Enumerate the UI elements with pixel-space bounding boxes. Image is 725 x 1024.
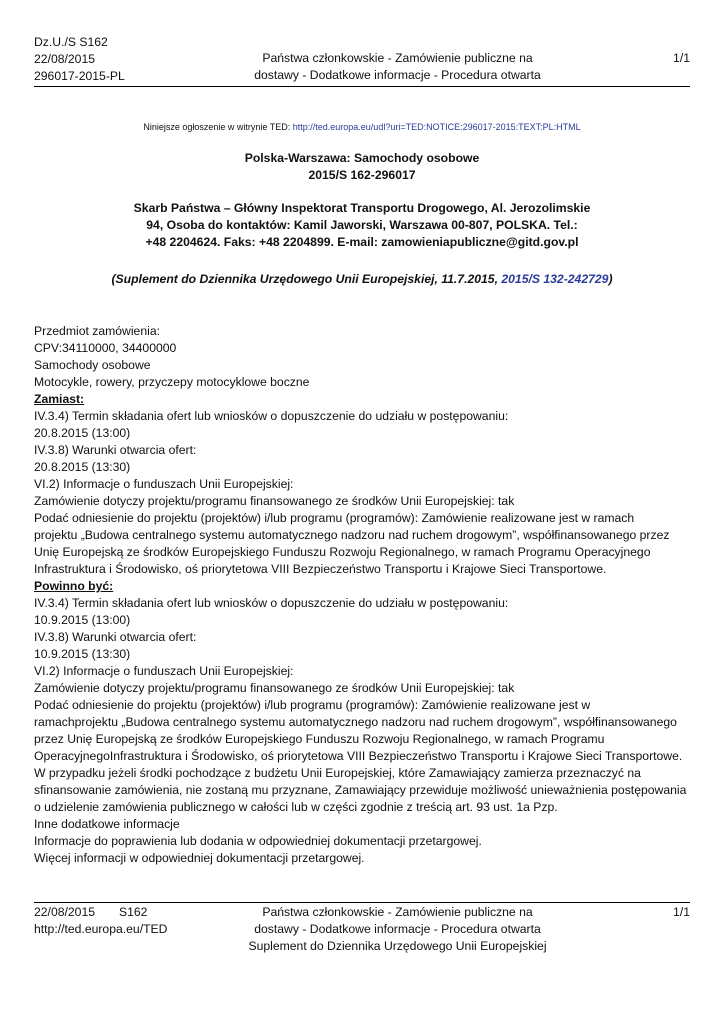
should-be-line: W przypadku jeżeli środki pochodzące z budżetu Unii Europejskiej, które Zamawiający zamierza przeznaczyć na	[34, 766, 641, 780]
supplement-close: )	[608, 272, 613, 286]
ted-notice-link[interactable]: http://ted.europa.eu/udl?uri=TED:NOTICE:296017-2015:TEXT:PL:HTML	[292, 122, 581, 132]
instead-line: Zamówienie dotyczy projektu/programu finansowanego ze środków Unii Europejskiej: tak	[34, 494, 515, 508]
should-be-line: 10.9.2015 (13:30)	[34, 647, 131, 661]
header-date: 22/08/2015	[34, 52, 95, 66]
should-be-line: VI.2) Informacje o funduszach Unii Europejskiej:	[34, 664, 294, 678]
footer-description-line-3: Suplement do Dziennika Urzędowego Unii Europejskiej	[248, 939, 547, 953]
should-be-line: OperacyjnegoInfrastruktura i Środowisko, oś priorytetowa VIII Bezpieczeństwo Transportu i Krajowe Sieci Transportowe.	[34, 749, 683, 763]
other-info-heading: Inne dodatkowe informacje	[34, 817, 180, 831]
header-reference	[34, 34, 194, 85]
header-journal-ref: Dz.U./S S162	[34, 35, 108, 49]
header-description-line-2: dostawy - Dodatkowe informacje - Procedura otwarta	[254, 68, 541, 82]
should-be-line: IV.3.4) Termin składania ofert lub wniosków o dopuszczenie do udziału w postępowaniu:	[34, 596, 509, 610]
header-description-line-1: Państwa członkowskie - Zamówienie publiczne na	[262, 51, 533, 65]
footer-code: S162	[119, 905, 148, 919]
other-info-line: Informacje do poprawienia lub dodania w odpowiedniej dokumentacji przetargowej.	[34, 834, 482, 848]
buyer-line-1: Skarb Państwa – Główny Inspektorat Transportu Drogowego, Al. Jerozolimskie	[133, 201, 591, 215]
footer-description-line-1: Państwa członkowskie - Zamówienie publiczne na	[262, 905, 533, 919]
supplement-link[interactable]: 2015/S 132-242729	[501, 272, 609, 286]
buyer-line-3: +48 2204624. Faks: +48 2204899. E-mail: zamowieniapubliczne@gitd.gov.pl	[145, 235, 579, 249]
instead-line: Podać odniesienie do projektu (projektów) i/lub programu (programów): Zamówienie realizowane jest w ramach	[34, 511, 635, 525]
should-be-line: o udzielenie zamówienia publicznego w całości lub w części zgodnie z treścią art. 93 ust. 1a Pzp.	[34, 800, 558, 814]
notice-title	[34, 150, 690, 184]
notice-number: 2015/S 162-296017	[308, 168, 416, 182]
contracting-authority	[100, 200, 624, 251]
subject-cpv: CPV:34110000, 34400000	[34, 341, 177, 355]
should-be-line: Zamówienie dotyczy projektu/programu finansowanego ze środków Unii Europejskiej: tak	[34, 681, 515, 695]
footer-date: 22/08/2015	[34, 905, 95, 919]
footer-reference	[34, 904, 194, 938]
instead-line: IV.3.4) Termin składania ofert lub wniosków o dopuszczenie do udziału w postępowaniu:	[34, 409, 509, 423]
should-be-line: ramachprojektu „Budowa centralnego systemu automatycznego nadzoru nad ruchem drogowym”, współfinansowanego	[34, 715, 677, 729]
subject-line-1: Samochody osobowe	[34, 358, 151, 372]
instead-line: projektu „Budowa centralnego systemu automatycznego nadzoru nad ruchem drogowym”, współfinansowanego przez	[34, 528, 670, 542]
instead-line: Infrastruktura i Środowisko, oś priorytetowa VIII Bezpieczeństwo Transportu i Krajowe Sieci Transportowe.	[34, 562, 607, 576]
should-be-heading: Powinno być:	[34, 579, 114, 593]
instead-line: 20.8.2015 (13:30)	[34, 460, 131, 474]
header-rule	[34, 86, 690, 87]
subject-line-2: Motocykle, rowery, przyczepy motocyklowe boczne	[34, 375, 310, 389]
should-be-line: 10.9.2015 (13:00)	[34, 613, 131, 627]
buyer-line-2: 94, Osoba do kontaktów: Kamil Jaworski, Warszawa 00-807, POLSKA. Tel.:	[146, 218, 578, 232]
instead-line: IV.3.8) Warunki otwarcia ofert:	[34, 443, 197, 457]
instead-section	[34, 408, 694, 578]
should-be-line: IV.3.8) Warunki otwarcia ofert:	[34, 630, 197, 644]
instead-heading: Zamiast:	[34, 392, 85, 406]
should-be-section	[34, 595, 694, 816]
instead-line: VI.2) Informacje o funduszach Unii Europejskiej:	[34, 477, 294, 491]
supplement-text: (Suplement do Dziennika Urzędowego Unii Europejskiej, 11.7.2015,	[111, 272, 502, 286]
subject-label: Przedmiot zamówienia:	[34, 324, 160, 338]
footer-description	[200, 904, 595, 955]
header-notice-number: 296017-2015-PL	[34, 69, 125, 83]
instead-line: Unię Europejską ze środków Europejskiego Funduszu Rozwoju Regionalnego, w ramach Programu Operacyjnego	[34, 545, 651, 559]
header-page-number: 1/1	[673, 51, 690, 65]
should-be-line: Podać odniesienie do projektu (projektów) i/lub programu (programów): Zamówienie realizowane jest w	[34, 698, 591, 712]
ted-notice-prefix: Niniejsze ogłoszenie w witrynie TED:	[143, 122, 293, 132]
ted-notice-line	[34, 121, 690, 133]
supplement-reference	[34, 271, 690, 288]
footer-description-line-2: dostawy - Dodatkowe informacje - Procedura otwarta	[254, 922, 541, 936]
footer-page-number: 1/1	[673, 905, 690, 919]
should-be-line: przez Unię Europejską ze środków Europejskiego Funduszu Rozwoju Regionalnego, w ramach Programu	[34, 732, 605, 746]
header-description	[200, 50, 595, 84]
notice-title-line: Polska-Warszawa: Samochody osobowe	[244, 151, 480, 165]
notice-body	[34, 323, 694, 867]
should-be-line: sfinansowanie zamówienia, nie zostaną mu przyznane, Zamawiający przewiduje możliwość unieważnienia postępowania	[34, 783, 687, 797]
instead-line: 20.8.2015 (13:00)	[34, 426, 131, 440]
other-info-line: Więcej informacji w odpowiedniej dokumentacji przetargowej.	[34, 851, 365, 865]
footer-url: http://ted.europa.eu/TED	[34, 922, 168, 936]
footer-rule	[34, 902, 690, 903]
